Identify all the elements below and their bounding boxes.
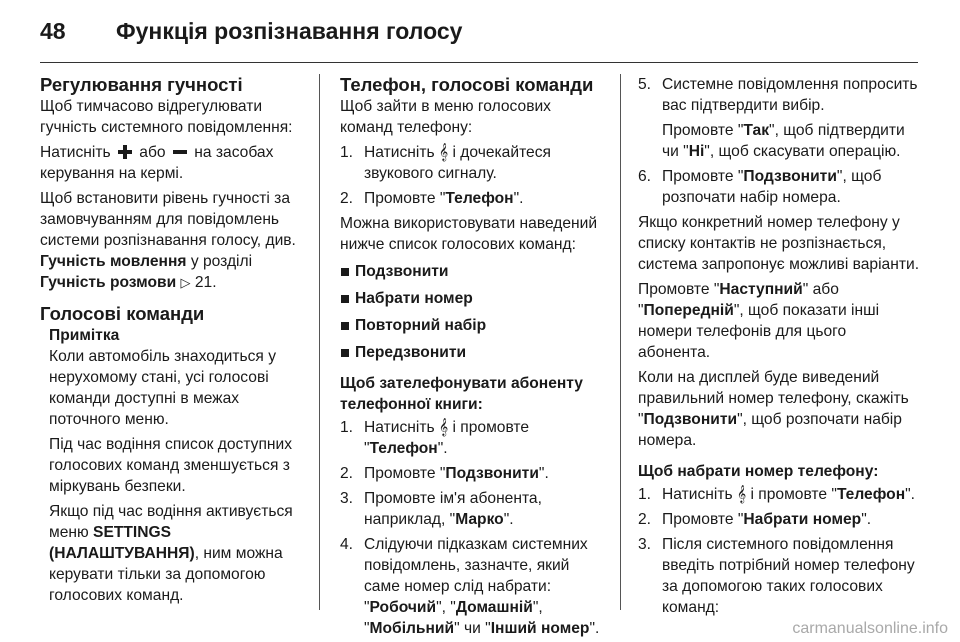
- voice-command-icon: 𝄞: [438, 144, 449, 161]
- note-title: Примітка: [49, 327, 120, 344]
- list-item: 3. Промовте ім'я абонента, наприклад, "Марко".: [340, 490, 542, 528]
- paragraph: Щоб встановити рівень гучності за замовчуванням для повідомлень системи розпізнавання голосу, див. Гучність мовлення у розділі Гучність розмови ▷ 21.: [40, 190, 296, 291]
- list-item: 2. Промовте "Набрати номер".: [638, 511, 872, 528]
- paragraph: Коли на дисплей буде виведений правильний номер телефону, скажіть "Подзвонити", щоб розпочати набір номера.: [638, 369, 909, 449]
- page-number: 48: [40, 18, 66, 44]
- list-item: Передзвонити: [340, 342, 608, 363]
- paragraph: Промовте "Наступний" або "Попередній", щоб показати інші номери телефонів для цього абонента.: [638, 281, 880, 361]
- paragraph: Щоб тимчасово відрегулювати гучність системного повідомлення:: [40, 98, 293, 136]
- list-item: Набрати номер: [340, 288, 608, 309]
- steps-list: [638, 74, 920, 208]
- subheading-dial-number: Щоб набрати номер телефону:: [638, 463, 879, 480]
- column-1: [40, 74, 308, 610]
- section-heading-volume: Регулювання гучності: [40, 74, 243, 95]
- minus-icon: [173, 145, 187, 159]
- voice-command-icon: 𝄞: [438, 419, 449, 436]
- list-item: 6. Промовте "Подзвонити", щоб розпочати набір номера.: [638, 168, 882, 206]
- page-header: [40, 14, 920, 58]
- column-3: [638, 74, 920, 622]
- subheading-phonebook: Щоб зателефонувати абоненту телефонної книги:: [340, 375, 583, 413]
- plus-icon: [118, 145, 132, 159]
- header-rule: [40, 62, 918, 63]
- column-divider: [319, 74, 320, 610]
- steps-list: [340, 142, 608, 209]
- menu-ref-speech-volume: Гучність мовлення: [40, 253, 187, 270]
- reference-arrow-icon: ▷: [180, 275, 191, 290]
- note-block: [40, 325, 308, 606]
- list-item: 1. Натисніть 𝄞 і дочекайтеся звукового сигналу.: [340, 144, 551, 182]
- list-item: Повторний набір: [340, 315, 608, 336]
- voice-command-icon: 𝄞: [736, 486, 747, 503]
- paragraph: Натисніть або на засобах керування на кермі.: [40, 144, 274, 182]
- watermark: carmanualsonline.info: [792, 620, 948, 637]
- page-title: Функція розпізнавання голосу: [116, 18, 463, 44]
- list-item: 1. Натисніть 𝄞 і промовте "Телефон".: [340, 419, 530, 457]
- list-item: 3. Після системного повідомлення введіть потрібний номер телефону за допомогою таких голосових команд:: [638, 536, 915, 616]
- menu-ref-settings: SETTINGS (НАЛАШТУВАННЯ): [49, 524, 195, 562]
- note-paragraph: Якщо під час водіння активується меню SETTINGS (НАЛАШТУВАННЯ), ним можна керувати тільки за допомогою голосових команд.: [49, 503, 293, 604]
- list-item: 2. Промовте "Телефон".: [340, 190, 524, 207]
- section-heading-phone: Телефон, голосові команди: [340, 74, 594, 95]
- note-paragraph: Під час водіння список доступних голосових команд зменшується з міркувань безпеки.: [49, 436, 293, 495]
- list-item: 1. Натисніть 𝄞 і промовте "Телефон".: [638, 486, 915, 503]
- list-item: 2. Промовте "Подзвонити".: [340, 465, 549, 482]
- paragraph: Щоб зайти в меню голосових команд телефону:: [340, 98, 551, 136]
- paragraph: Можна використовувати наведений нижче список голосових команд:: [340, 215, 598, 253]
- steps-list: [638, 484, 920, 618]
- list-item: 5. Системне повідомлення попросить вас підтвердити вибір. Промовте "Так", щоб підтвердити чи "Ні", щоб скасувати операцію.: [638, 76, 918, 160]
- column-2: [340, 74, 608, 642]
- note-paragraph: Коли автомобіль знаходиться у нерухомому стані, усі голосові команди доступні в межах поточного меню.: [49, 348, 276, 428]
- column-divider: [620, 74, 621, 610]
- paragraph: Якщо конкретний номер телефону у списку контактів не розпізнається, система запропонує можливі варіанти.: [638, 214, 920, 273]
- command-list: [340, 261, 608, 363]
- steps-list: [340, 417, 608, 639]
- list-item: 4. Слідуючи підказкам системних повідомлень, зазначте, який саме номер слід набрати: "Робочий", "Домашній", "Мобільний" чи "Інший номер".: [340, 536, 600, 637]
- list-item: Подзвонити: [340, 261, 608, 282]
- section-heading-voice-commands: Голосові команди: [40, 303, 205, 324]
- menu-ref-call-volume: Гучність розмови: [40, 274, 177, 291]
